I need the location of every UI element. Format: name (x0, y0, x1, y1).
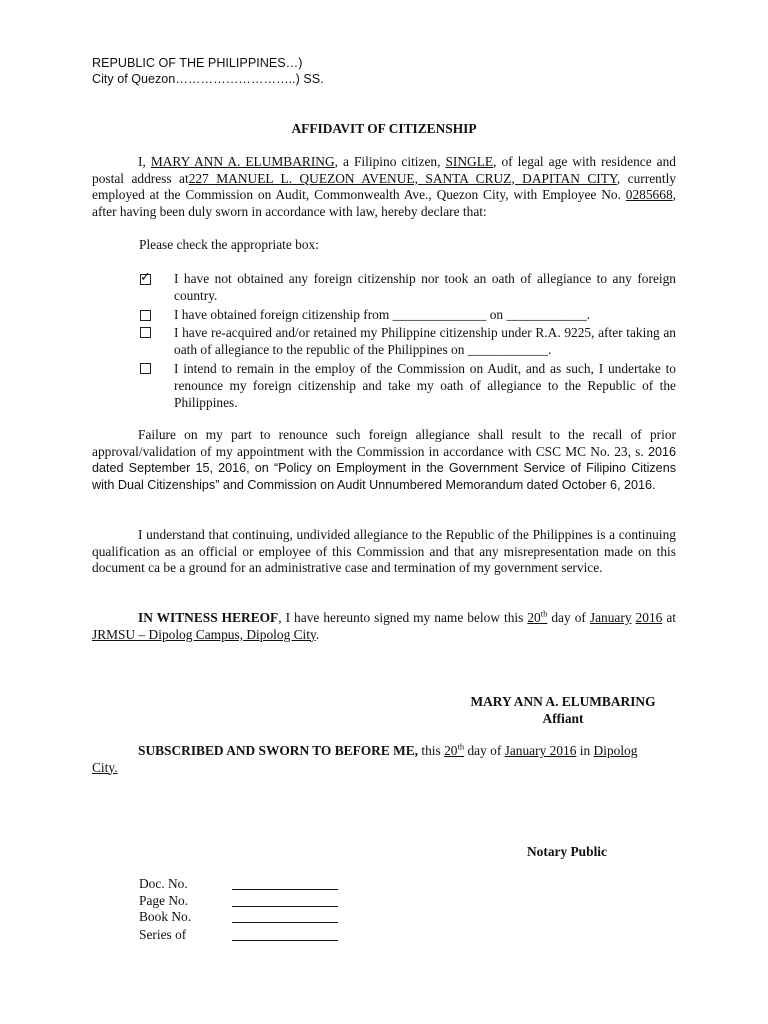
understand-paragraph: I understand that continuing, undivided allegiance to the Republic of the Philippines is a continuing qualification as an official or employee of this Commission and that any misrepresentation made on this document ca be a ground for an administrative case and termination of my government service. (92, 527, 676, 576)
employee-number: 0285668 (625, 187, 673, 203)
series-of-label: Series of (139, 927, 187, 942)
subscribed-date: January 2016 (504, 743, 577, 758)
doc-no-blank[interactable] (232, 877, 338, 890)
witness-year: 2016 (635, 610, 663, 625)
option-checkbox-3[interactable] (140, 327, 151, 338)
check-mark-icon: ✓ (140, 269, 151, 284)
affiant-name: MARY ANN A. ELUMBARING (150, 154, 335, 169)
subscribed-place-cont: City. (92, 759, 118, 775)
witness-place: JRMSU – Dipolog Campus, Dipolog City (92, 626, 316, 642)
civil-status: SINGLE (445, 154, 494, 169)
witness-paragraph: IN WITNESS HEREOF, I have hereunto signed my name below this 20th day of January 2016 at JRMSU – Dipolog Campus, Dipolog City. (92, 608, 676, 642)
venue-line-republic: REPUBLIC OF THE PHILIPPINES…) (92, 56, 303, 70)
failure-paragraph: Failure on my part to renounce such foreign allegiance shall result to the recall of prior approval/validation of my appointment with the Commission in accordance with CSC MC No. 23, s. 2016 dated September 15, 2016, on “Policy on Employment in the Government Service of Filipino Citizens with Dual Citizenships” and Commission on Audit Unnumbered Memorandum dated October 6, 2016. (92, 427, 676, 492)
affiant-block (440, 693, 686, 727)
option-text-2: I have obtained foreign citizenship from ______________ on ____________. (174, 307, 591, 322)
failure-paragraph-sans: 2016 dated September 15, 2016, on “Policy on Employment in the Government Service of Filipino Citizens with Dual Citizenships” and Commission on Audit Unnumbered Memorandum dated October 6, 2016. (92, 444, 676, 492)
doc-no-label: Doc. No. (139, 876, 188, 891)
option-text-1: I have not obtained any foreign citizenship nor took an oath of allegiance to any foreign country. (174, 271, 676, 303)
page-no-label: Page No. (139, 893, 189, 908)
affiant-signature-name: MARY ANN A. ELUMBARING (470, 694, 656, 709)
document-title: AFFIDAVIT OF CITIZENSHIP (291, 121, 477, 136)
book-no-label: Book No. (139, 909, 192, 924)
affiant-label: Affiant (542, 711, 584, 726)
witness-month: January (589, 610, 632, 625)
intro-paragraph: I, MARY ANN A. ELUMBARING, a Filipino citizen, SINGLE, of legal age with residence and postal address at227 MANUEL L. QUEZON AVENUE, SANTA CRUZ, DAPITAN CITY, currently employed at the Commission on Audit, Commonwealth Ave., Quezon City, with Employee No. 0285668, after having been duly sworn in accordance with law, hereby declare that: (92, 154, 677, 219)
venue-header (92, 55, 324, 87)
option-checkbox-2[interactable] (140, 310, 151, 321)
subscribed-paragraph: SUBSCRIBED AND SWORN TO BEFORE ME, this 20th day of January 2016 in Dipolog City. (92, 741, 638, 775)
series-of-blank[interactable] (232, 928, 338, 941)
book-no-blank[interactable] (232, 910, 338, 923)
page-no-blank[interactable] (232, 894, 338, 907)
option-checkbox-1[interactable] (140, 269, 151, 285)
subscribed-day: 20th (444, 741, 465, 758)
venue-line-city: City of Quezon………………………..) SS. (92, 72, 324, 86)
subscribed-place: Dipolog (593, 743, 638, 758)
option-checkbox-4[interactable] (140, 363, 151, 374)
notary-public-label: Notary Public (527, 844, 607, 859)
witness-day: 20th (527, 608, 548, 625)
option-text-3: I have re-acquired and/or retained my Philippine citizenship under R.A. 9225, after taking an oath of allegiance to the republic of the Philippines on ____________. (174, 325, 676, 357)
check-prompt: Please check the appropriate box: (139, 237, 319, 252)
residence-address: 227 MANUEL L. QUEZON AVENUE, SANTA CRUZ, DAPITAN CITY (188, 170, 617, 186)
option-text-4: I intend to remain in the employ of the Commission on Audit, and as such, I undertake to renounce my foreign citizenship and take my oath of allegiance to the Republic of the Philippines. (174, 361, 676, 410)
